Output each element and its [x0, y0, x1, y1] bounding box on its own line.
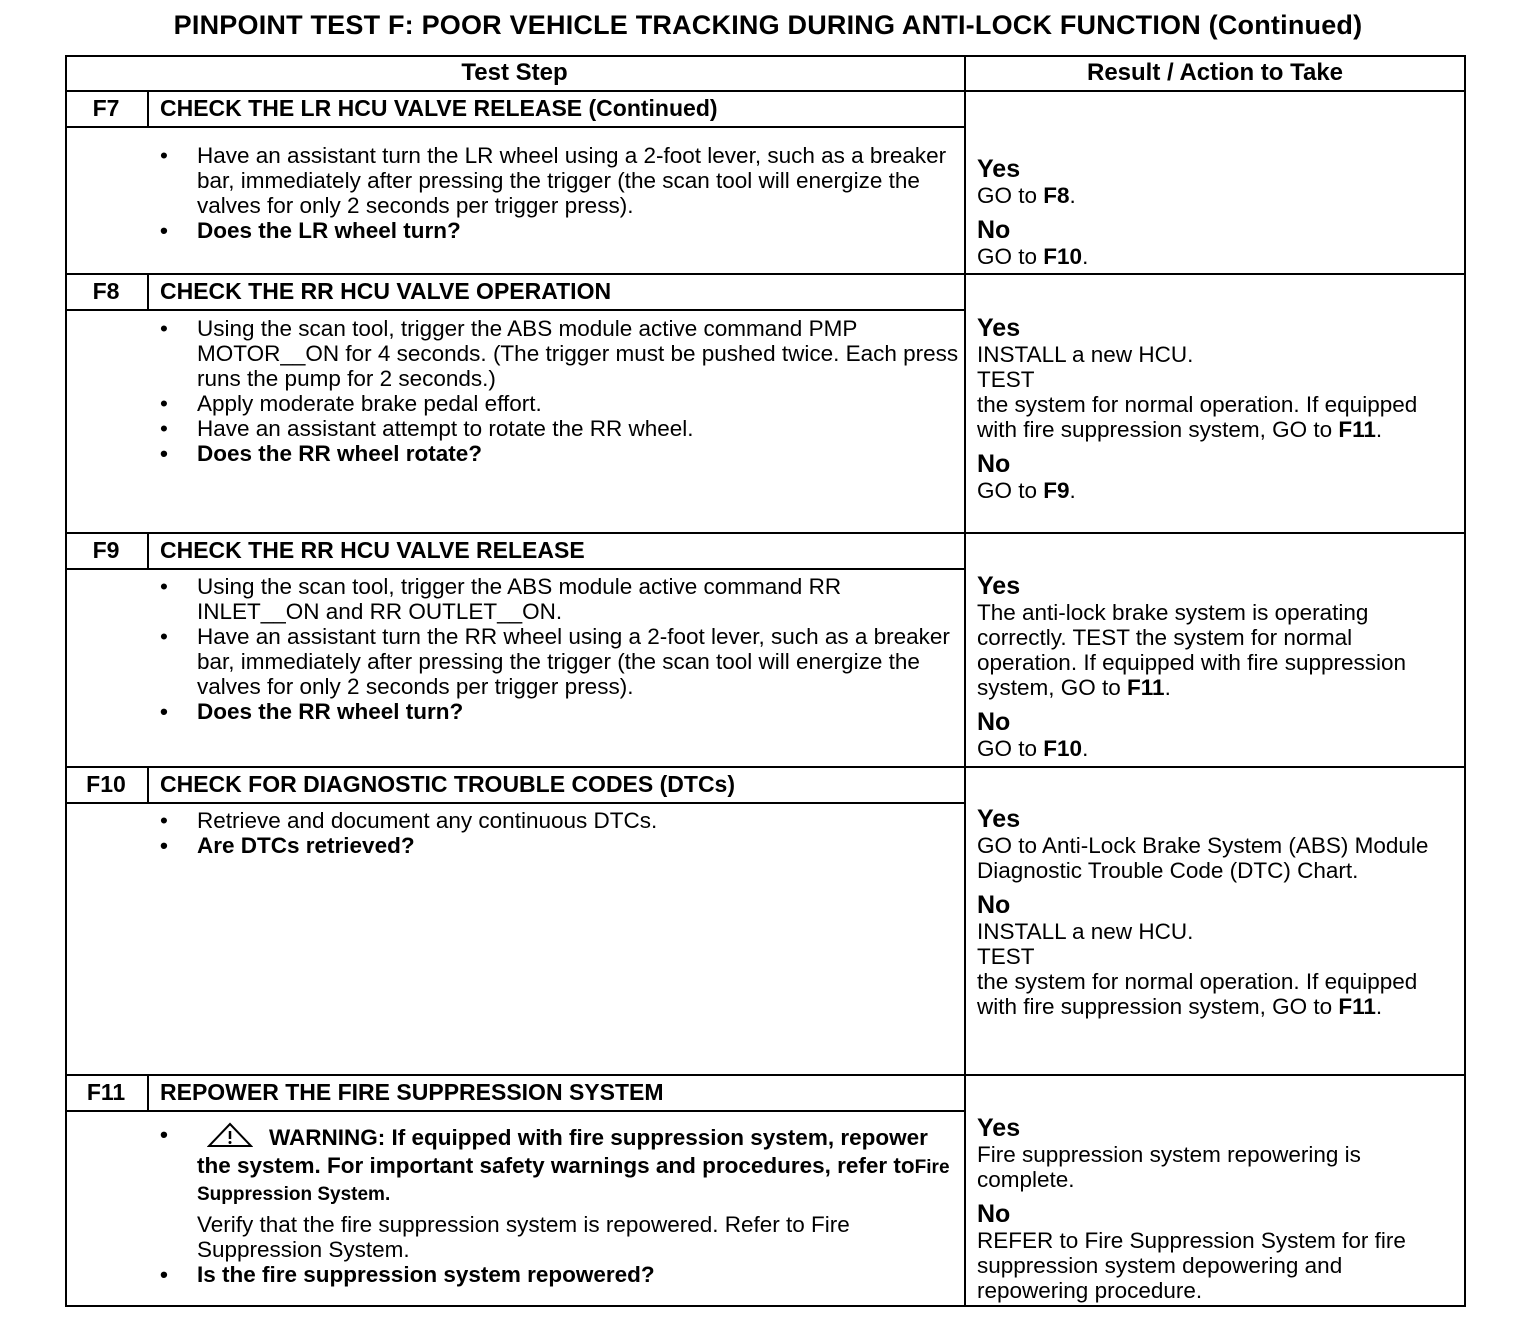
no-action: REFER to Fire Suppression System for fire suppression system depowering and repowering procedure.	[977, 1228, 1406, 1303]
list-item: • Have an assistant turn the RR wheel using a 2-foot lever, such as a breaker bar, immediately after pressing the trigger (the scan tool will energize the valves for only 2 seconds per trigger press).	[160, 624, 960, 699]
yes-label: Yes	[977, 572, 1021, 600]
no-action-line: TEST	[977, 944, 1035, 969]
action-text: GO to	[977, 478, 1044, 503]
action-text: GO to	[977, 183, 1044, 208]
row-divider	[65, 568, 965, 570]
step-reference: F10	[1043, 244, 1083, 269]
action-end: .	[1069, 183, 1076, 208]
action-text: The anti-lock brake system is operating correctly. TEST the system for normal operation. If equipped with fire suppression system, GO to	[977, 600, 1407, 700]
step-title: CHECK THE RR HCU VALVE OPERATION	[160, 278, 612, 304]
action-text: GO to	[977, 244, 1044, 269]
yes-action	[977, 183, 1457, 208]
step-body	[160, 143, 960, 243]
id-column-divider	[147, 532, 149, 568]
action-text: GO to	[977, 736, 1044, 761]
warning-link: Fire Suppression System.	[197, 1157, 950, 1205]
row-divider	[65, 532, 1466, 534]
step-body	[160, 808, 960, 858]
yes-action: Fire suppression system repowering is complete.	[977, 1142, 1361, 1192]
no-label: No	[977, 708, 1011, 736]
no-action	[977, 969, 1457, 1019]
id-column-divider	[147, 1074, 149, 1110]
step-body	[160, 1122, 960, 1287]
header-test-step: Test Step	[461, 59, 568, 86]
action-end: .	[1164, 675, 1171, 700]
yes-label: Yes	[977, 314, 1021, 342]
step-reference: F11	[1338, 417, 1376, 442]
no-label: No	[977, 450, 1011, 478]
step-reference: F11	[1127, 675, 1165, 700]
result-cell	[977, 572, 1457, 761]
result-cell	[977, 314, 1457, 503]
list-item: • Is the fire suppression system repowered?	[160, 1262, 960, 1287]
yes-action-line: TEST	[977, 367, 1035, 392]
id-column-divider	[147, 90, 149, 126]
row-divider	[65, 126, 965, 128]
no-label: No	[977, 891, 1011, 919]
no-action-line: INSTALL a new HCU.	[977, 919, 1194, 944]
action-end: .	[1375, 417, 1383, 442]
step-title: CHECK FOR DIAGNOSTIC TROUBLE CODES (DTCs)	[160, 771, 735, 797]
result-cell	[977, 805, 1457, 1019]
id-column-divider	[147, 766, 149, 802]
step-id: F7	[92, 95, 120, 121]
warning-item	[160, 1122, 960, 1207]
no-action	[977, 478, 1457, 503]
yes-label: Yes	[977, 1114, 1021, 1142]
step-id: F8	[92, 278, 120, 304]
no-action	[977, 736, 1457, 761]
step-reference: F11	[1338, 994, 1376, 1019]
header-result: Result / Action to Take	[1086, 59, 1344, 86]
verify-note: Verify that the fire suppression system is repowered. Refer to Fire Suppression System.	[197, 1212, 850, 1262]
yes-action	[977, 392, 1457, 442]
step-id: F11	[86, 1079, 126, 1105]
warning-text: WARNING: If equipped with fire suppression system, repower the system. For important safety warnings and procedures, refer to	[197, 1125, 928, 1178]
list-item: • Apply moderate brake pedal effort.	[160, 391, 960, 416]
no-action	[977, 244, 1457, 269]
yes-action: GO to Anti-Lock Brake System (ABS) Module Diagnostic Trouble Code (DTC) Chart.	[977, 833, 1429, 883]
step-title: CHECK THE LR HCU VALVE RELEASE (Continued)	[160, 95, 718, 121]
action-end: .	[1082, 736, 1089, 761]
yes-label: Yes	[977, 805, 1021, 833]
list-item: • Does the RR wheel turn?	[160, 699, 960, 724]
list-item: • Using the scan tool, trigger the ABS module active command PMP MOTOR__ON for 4 seconds. (The trigger must be pushed twice. Each press runs the pump for 2 seconds.)	[160, 316, 960, 391]
yes-label: Yes	[977, 155, 1021, 183]
result-cell	[977, 1114, 1457, 1303]
header-divider	[65, 90, 1466, 92]
step-reference: F8	[1043, 183, 1070, 208]
list-item: • Does the RR wheel rotate?	[160, 441, 960, 466]
step-body	[160, 574, 960, 724]
list-item: • Retrieve and document any continuous DTCs.	[160, 808, 960, 833]
list-item: • Does the LR wheel turn?	[160, 218, 960, 243]
step-title: CHECK THE RR HCU VALVE RELEASE	[160, 537, 585, 563]
list-item: • Have an assistant turn the LR wheel using a 2-foot lever, such as a breaker bar, immediately after pressing the trigger (the scan tool will energize the valves for only 2 seconds per trigger press).	[160, 143, 960, 218]
column-divider	[964, 55, 966, 1307]
yes-action-line: INSTALL a new HCU.	[977, 342, 1194, 367]
row-divider	[65, 802, 965, 804]
id-column-divider	[147, 273, 149, 309]
step-body	[160, 316, 960, 466]
action-end: .	[1082, 244, 1089, 269]
page-title: PINPOINT TEST F: POOR VEHICLE TRACKING DURING ANTI-LOCK FUNCTION (Continued)	[173, 10, 1363, 40]
yes-action	[977, 600, 1457, 700]
action-text: the system for normal operation. If equipped with fire suppression system, GO to	[977, 392, 1418, 442]
row-divider	[65, 309, 965, 311]
list-item: • Have an assistant attempt to rotate the RR wheel.	[160, 416, 960, 441]
row-divider	[65, 1110, 965, 1112]
row-divider	[65, 1074, 1466, 1076]
result-cell	[977, 155, 1457, 269]
list-item: • Using the scan tool, trigger the ABS module active command RR INLET__ON and RR OUTLET__ON.	[160, 574, 960, 624]
action-end: .	[1375, 994, 1383, 1019]
action-text: the system for normal operation. If equipped with fire suppression system, GO to	[977, 969, 1418, 1019]
step-id: F9	[92, 537, 120, 563]
warning-triangle-icon	[207, 1122, 253, 1153]
row-divider	[65, 766, 1466, 768]
step-reference: F9	[1043, 478, 1070, 503]
no-label: No	[977, 216, 1011, 244]
step-reference: F10	[1043, 736, 1083, 761]
list-item: • Are DTCs retrieved?	[160, 833, 960, 858]
step-title: REPOWER THE FIRE SUPPRESSION SYSTEM	[160, 1079, 664, 1105]
action-end: .	[1069, 478, 1076, 503]
no-label: No	[977, 1200, 1011, 1228]
row-divider	[65, 273, 1466, 275]
step-id: F10	[86, 771, 126, 797]
